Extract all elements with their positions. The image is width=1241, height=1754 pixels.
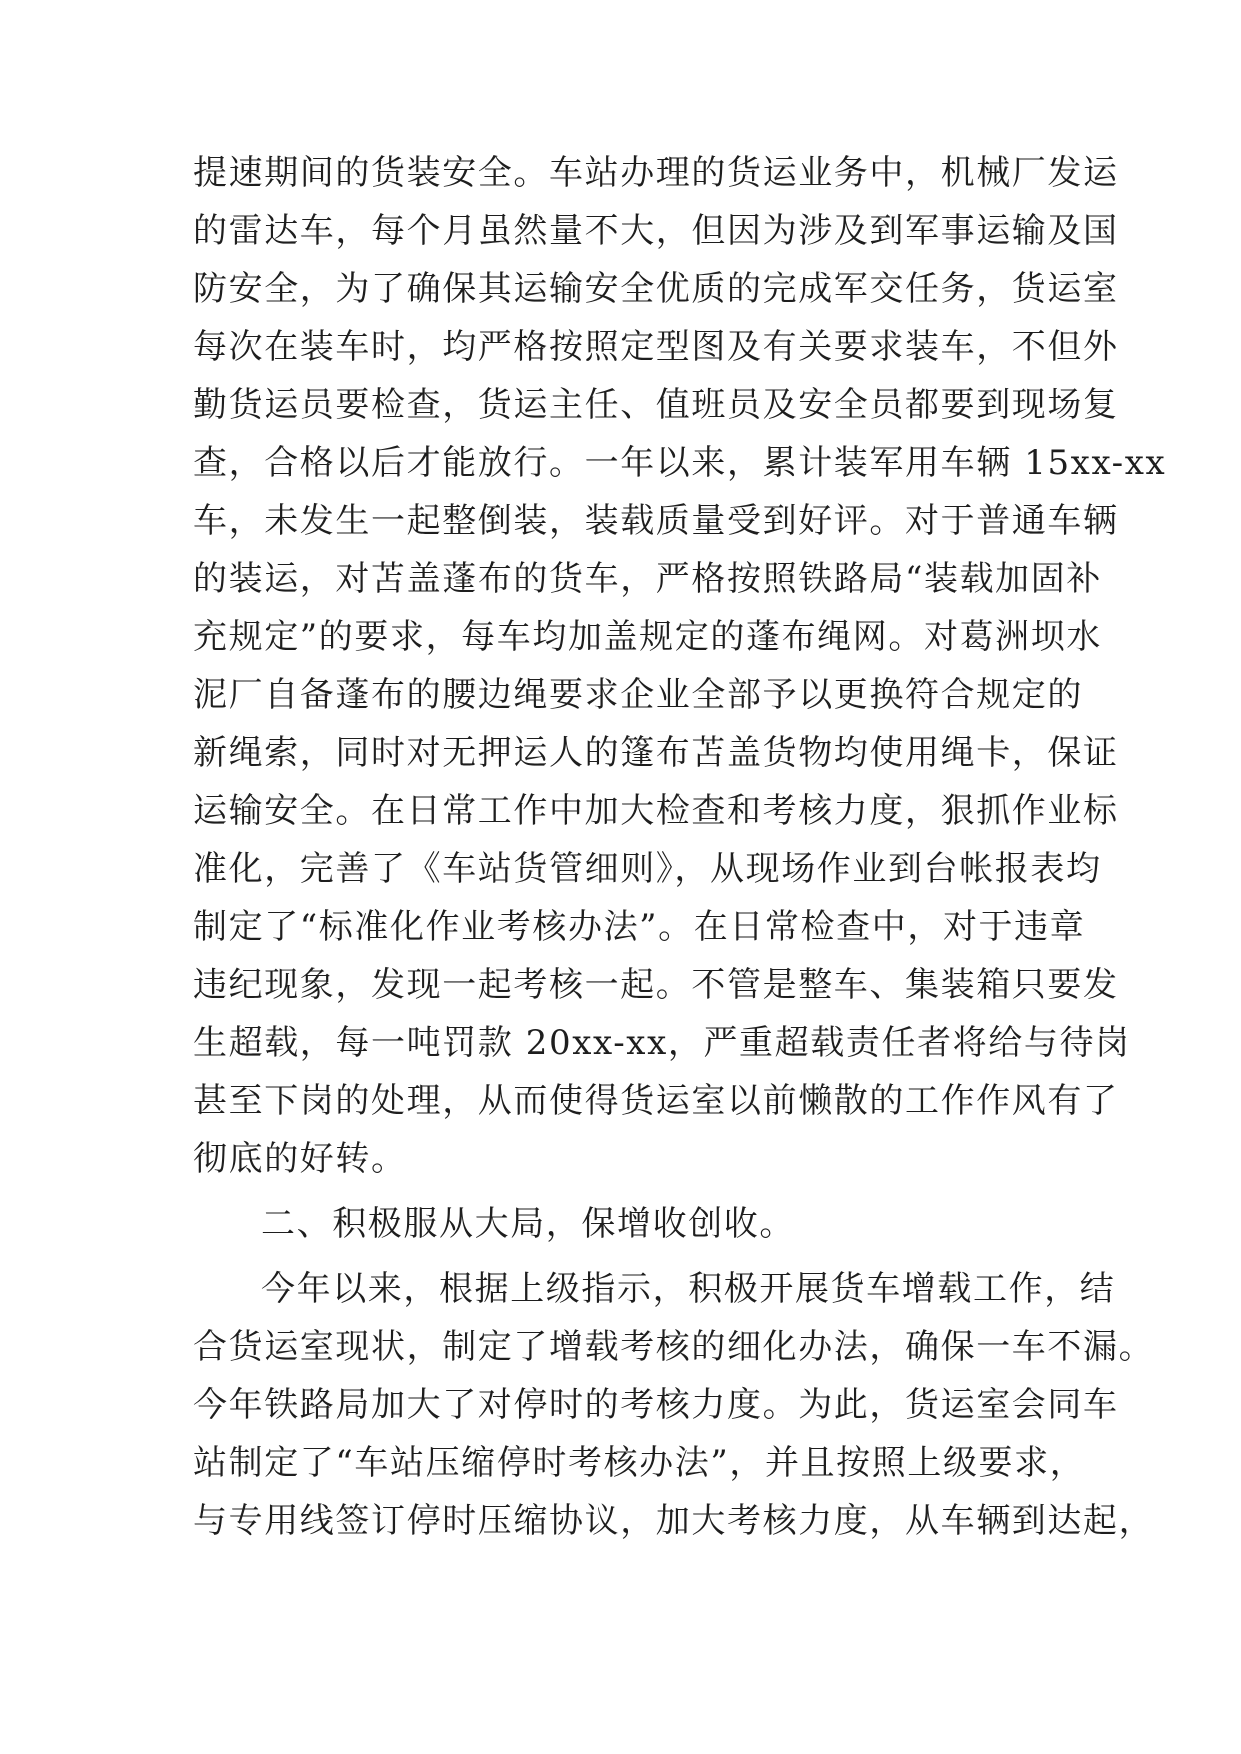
text-line: 违纪现象，发现一起考核一起。不管是整车、集装箱只要发 — [193, 965, 1119, 1005]
text-line: 的装运，对苫盖蓬布的货车，严格按照铁路局“装载加固补 — [193, 559, 1102, 599]
text-line: 制定了“标准化作业考核办法”。在日常检查中，对于违章 — [193, 907, 1086, 947]
text-line: 今年铁路局加大了对停时的考核力度。为此，货运室会同车 — [193, 1385, 1119, 1425]
text-line: 的雷达车，每个月虽然量不大，但因为涉及到军事运输及国 — [193, 211, 1119, 251]
text-line: 车，未发生一起整倒装，装载质量受到好评。对于普通车辆 — [193, 501, 1119, 541]
text-line: 甚至下岗的处理，从而使得货运室以前懒散的工作作风有了 — [193, 1081, 1119, 1121]
text-line: 彻底的好转。 — [193, 1139, 407, 1179]
text-line: 与专用线签订停时压缩协议，加大考核力度，从车辆到达起， — [193, 1501, 1155, 1541]
text-line: 查，合格以后才能放行。一年以来，累计装军用车辆 15xx-xx — [193, 443, 1167, 483]
text-line: 泥厂自备蓬布的腰边绳要求企业全部予以更换符合规定的 — [193, 675, 1083, 715]
section-heading: 二、积极服从大局，保增收创收。 — [261, 1204, 795, 1244]
text-line: 提速期间的货装安全。车站办理的货运业务中，机械厂发运 — [193, 153, 1119, 193]
text-line: 每次在装车时，均严格按照定型图及有关要求装车，不但外 — [193, 327, 1119, 367]
text-line: 站制定了“车站压缩停时考核办法”，并且按照上级要求， — [193, 1443, 1086, 1483]
text-line: 新绳索，同时对无押运人的篷布苫盖货物均使用绳卡，保证 — [193, 733, 1119, 773]
text-line: 防安全，为了确保其运输安全优质的完成军交任务，货运室 — [193, 269, 1119, 309]
text-line: 准化，完善了《车站货管细则》，从现场作业到台帐报表均 — [193, 849, 1102, 889]
text-line: 运输安全。在日常工作中加大检查和考核力度，狠抓作业标 — [193, 791, 1119, 831]
text-line: 充规定”的要求，每车均加盖规定的蓬布绳网。对葛洲坝水 — [193, 617, 1102, 657]
text-line: 今年以来，根据上级指示，积极开展货车增载工作，结 — [261, 1269, 1116, 1309]
text-line: 勤货运员要检查，货运主任、值班员及安全员都要到现场复 — [193, 385, 1119, 425]
text-line: 合货运室现状，制定了增载考核的细化办法，确保一车不漏。 — [193, 1327, 1155, 1367]
text-line: 生超载，每一吨罚款 20xx-xx，严重超载责任者将给与待岗 — [193, 1023, 1131, 1063]
